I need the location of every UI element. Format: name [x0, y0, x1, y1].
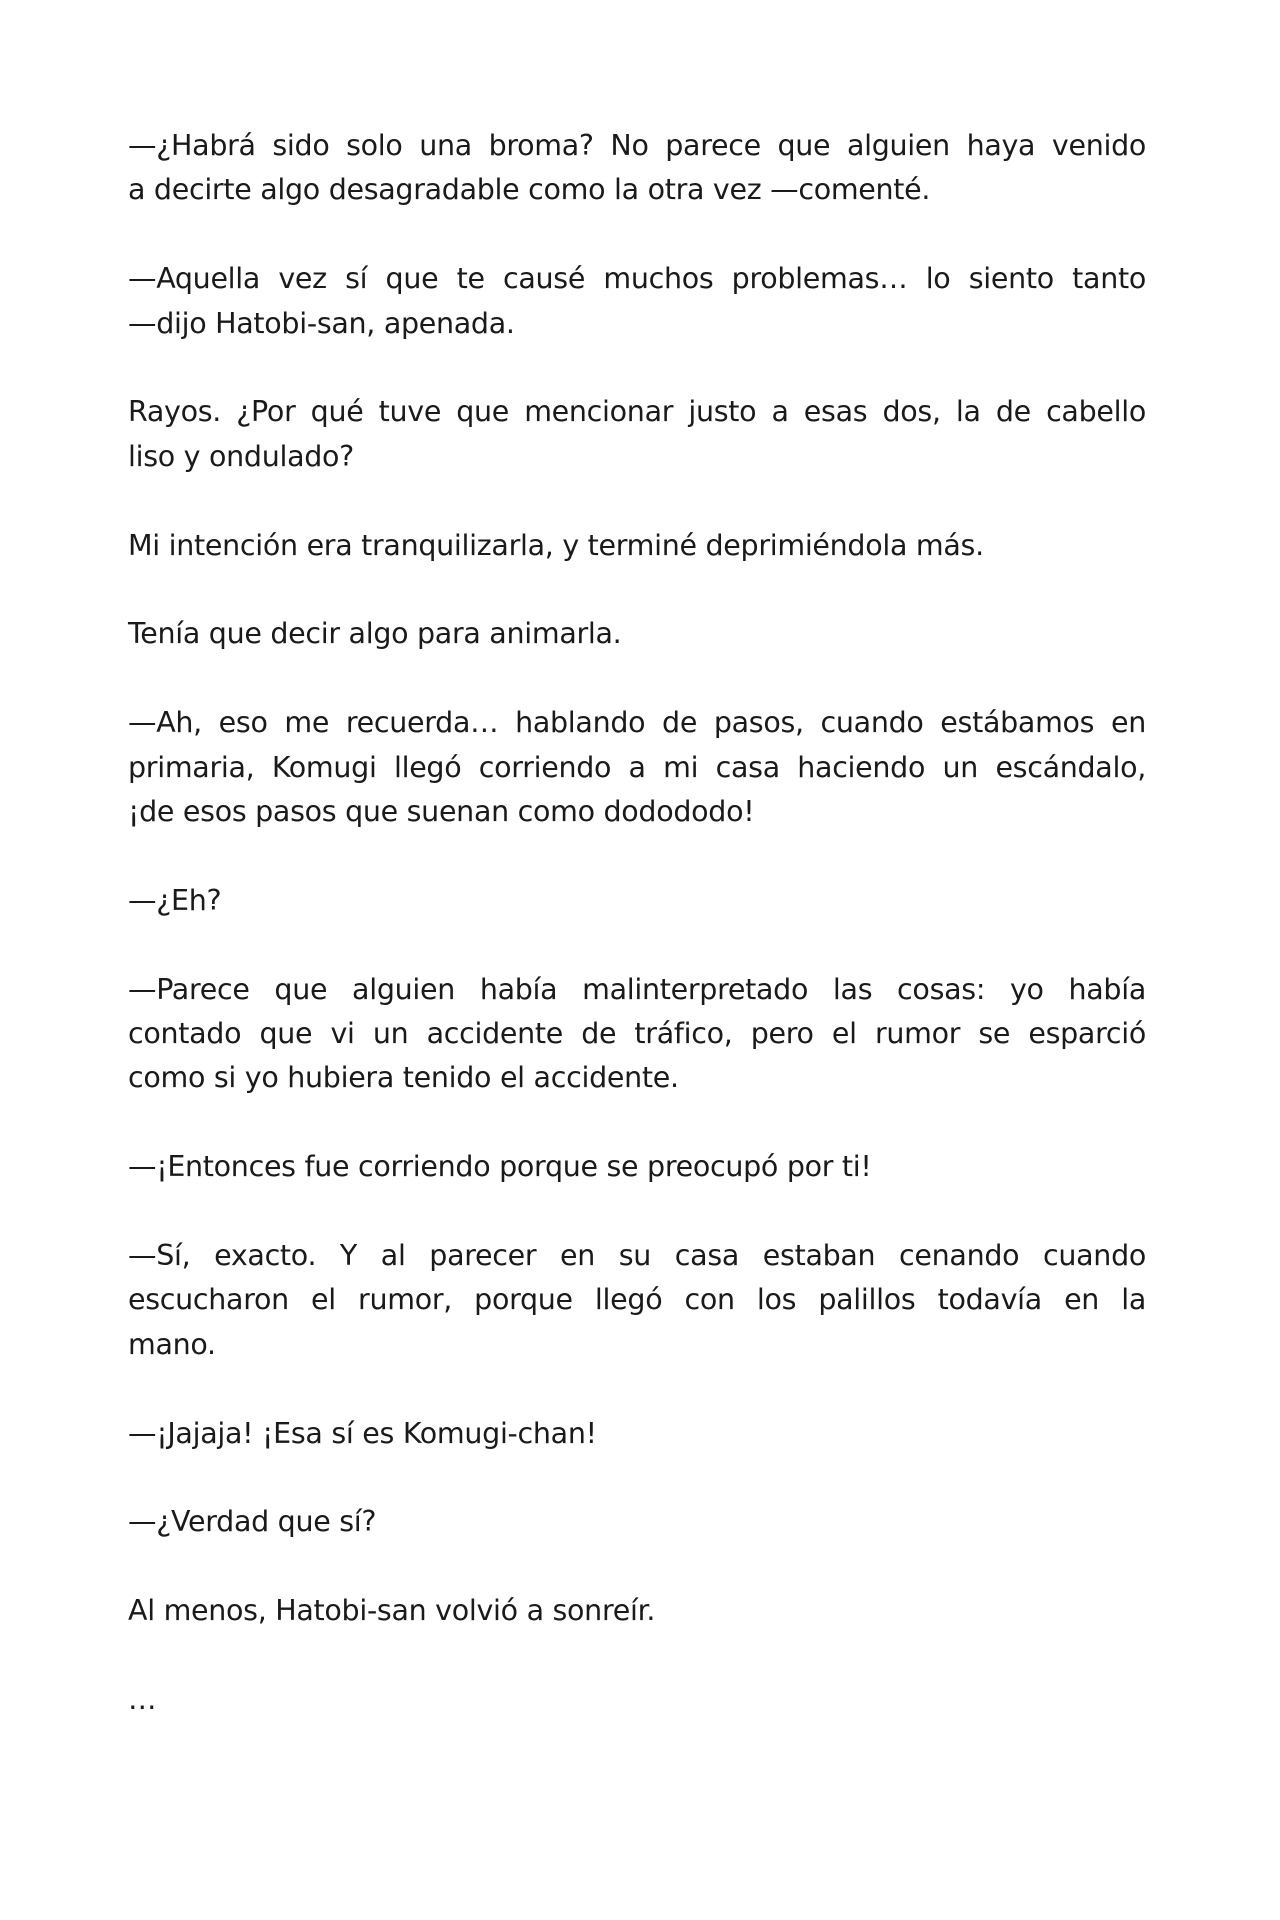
text-line: contado que vi un accidente de tráfico, pero el rumor se esparció	[128, 1017, 1146, 1051]
document-page	[128, 124, 1146, 1767]
paragraph	[128, 257, 1146, 346]
text-line: —¡Entonces fue corriendo porque se preocupó por ti!	[128, 1150, 872, 1184]
text-line: mano.	[128, 1327, 216, 1361]
text-line: —Sí, exacto. Y al parecer en su casa estaban cenando cuando	[128, 1239, 1146, 1273]
paragraph	[128, 1500, 1146, 1544]
text-line: —Parece que alguien había malinterpretado las cosas: yo había	[128, 972, 1146, 1006]
text-line: —Ah, eso me recuerda… hablando de pasos, cuando estábamos en	[128, 706, 1146, 740]
text-line: …	[128, 1683, 157, 1717]
text-line: ¡de esos pasos que suenan como dodododo!	[128, 795, 755, 829]
paragraph	[128, 1234, 1146, 1367]
text-line: —dijo Hatobi-san, apenada.	[128, 306, 515, 340]
text-line: Tenía que decir algo para animarla.	[128, 617, 622, 651]
paragraph	[128, 968, 1146, 1101]
text-line: a decirte algo desagradable como la otra vez —comenté.	[128, 173, 931, 207]
text-line: primaria, Komugi llegó corriendo a mi casa haciendo un escándalo,	[128, 750, 1146, 784]
paragraph	[128, 1589, 1146, 1633]
text-line: Rayos. ¿Por qué tuve que mencionar justo a esas dos, la de cabello	[128, 395, 1146, 429]
paragraph	[128, 390, 1146, 479]
text-line: como si yo hubiera tenido el accidente.	[128, 1061, 679, 1095]
text-line: Mi intención era tranquilizarla, y terminé deprimiéndola más.	[128, 528, 984, 562]
text-line: —¿Verdad que sí?	[128, 1505, 377, 1539]
text-line: —Aquella vez sí que te causé muchos problemas… lo siento tanto	[128, 262, 1146, 296]
text-line: —¿Habrá sido solo una broma? No parece que alguien haya venido	[128, 129, 1146, 162]
paragraph	[128, 524, 1146, 568]
text-line: liso y ondulado?	[128, 439, 354, 473]
text-line: —¿Eh?	[128, 883, 222, 917]
paragraph	[128, 1412, 1146, 1456]
paragraph	[128, 1145, 1146, 1189]
text-line: Al menos, Hatobi-san volvió a sonreír.	[128, 1594, 656, 1628]
paragraph	[128, 701, 1146, 834]
text-line: escucharon el rumor, porque llegó con los palillos todavía en la	[128, 1283, 1146, 1317]
paragraph	[128, 124, 1146, 213]
text-line: —¡Jajaja! ¡Esa sí es Komugi-chan!	[128, 1416, 597, 1450]
paragraph	[128, 1678, 1146, 1722]
paragraph	[128, 612, 1146, 656]
paragraph	[128, 879, 1146, 923]
